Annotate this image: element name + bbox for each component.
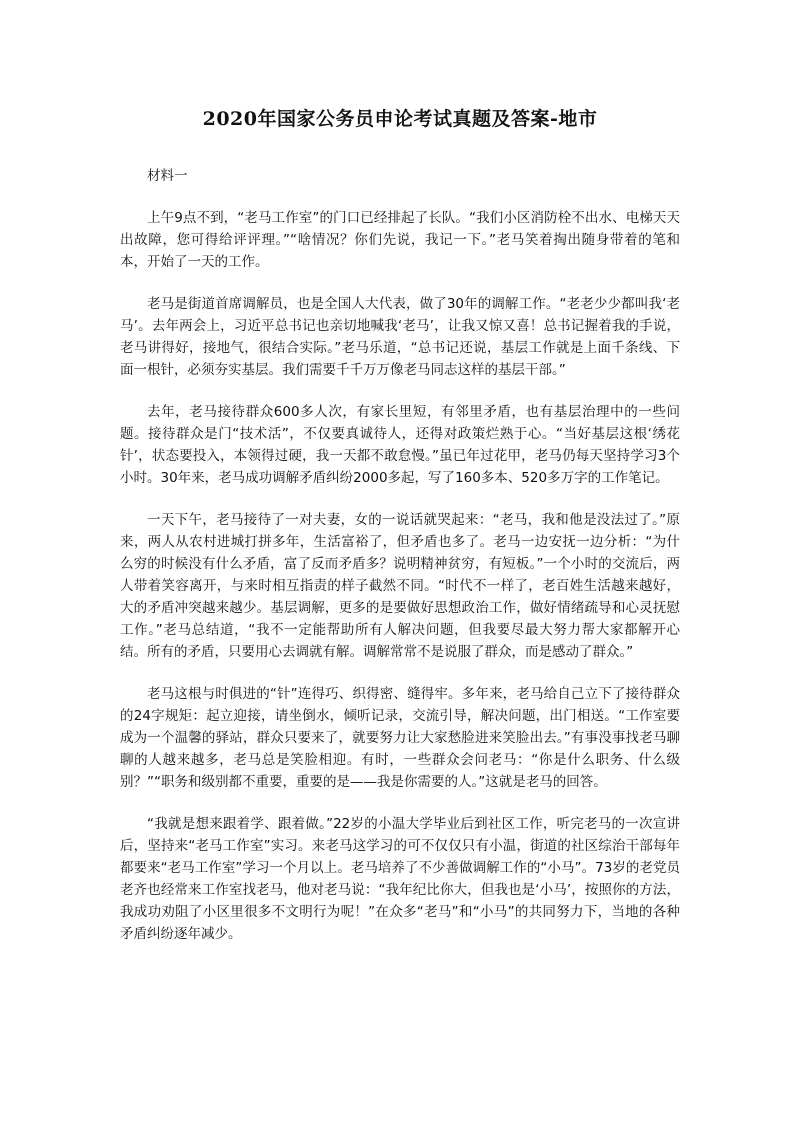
paragraph: 去年，老马接待群众600多人次，有家长里短，有邻里矛盾，也有基层治理中的一些问题。接待群众是门“技术活”，不仅要真诚待人，还得对政策烂熟于心。“当好基层这根‘绣花针’，状态要投入，本领得过硬，我一天都不敢怠慢。”虽已年过花甲，老马仍每天坚持学习3个小时。30年来，老马成功调解矛盾纠纷2000多起，写了160多本、520多万字的工作笔记。 [120,404,680,486]
document-title: 2020年国家公务员申论考试真题及答案-地市 [202,108,598,130]
paragraph: 老马是街道首席调解员，也是全国人大代表，做了30年的调解工作。“老老少少都叫我‘老马’。去年两会上，习近平总书记也亲切地喊我‘老马’，让我又惊又喜！总书记握着我的手说，老马讲得好，接地气，很结合实际。”老马乐道，“总书记还说，基层工作就是上面千条线、下面一根针，必须夯实基层。我们需要千千万万像老马同志这样的基层干部。” [120,296,680,378]
paragraph: 上午9点不到，“老马工作室”的门口已经排起了长队。“我们小区消防栓不出水、电梯天天出故障，您可得给评评理。”“啥情况？你们先说，我记一下。”老马笑着掏出随身带着的笔和本，开始了一天的工作。 [120,210,680,270]
section-label: 材料一 [147,168,188,184]
paragraph: 一天下午，老马接待了一对夫妻，女的一说话就哭起来：“老马，我和他是没法过了。”原来，两人从农村进城打拼多年，生活富裕了，但矛盾也多了。老马一边安抚一边分析：“为什么穷的时候没有什么矛盾，富了反而矛盾多？说明精神贫穷，有短板。”一个小时的交流后，两人带着笑容离开，与来时相互指责的样子截然不同。“时代不一样了，老百姓生活越来越好，大的矛盾冲突越来越少。基层调解，更多的是要做好思想政治工作，做好情绪疏导和心灵抚慰工作。”老马总结道，“我不一定能帮助所有人解决问题，但我要尽最大努力帮大家都解开心结。所有的矛盾，只要用心去调就有解。调解常常不是说服了群众，而是感动了群众。” [120,512,680,660]
document-page [120,104,680,965]
paragraph: 老马这根与时俱进的“针”连得巧、织得密、缝得牢。多年来，老马给自己立下了接待群众的24字规矩：起立迎接，请坐倒水，倾听记录，交流引导，解决问题，出门相送。“工作室要成为一个温馨的驿站，群众只要来了，就要努力让大家愁脸进来笑脸出去。”有事没事找老马聊聊的人越来越多，老马总是笑脸相迎。有时，一些群众会问老马：“你是什么职务、什么级别？”“职务和级别都不重要，重要的是——我是你需要的人。”这就是老马的回答。 [120,686,680,790]
paragraph: “我就是想来跟着学、跟着做。”22岁的小温大学毕业后到社区工作，听完老马的一次宣讲后，坚持来“老马工作室”实习。来老马这学习的可不仅仅只有小温，街道的社区综治干部每年都要来“老马工作室”学习一个月以上。老马培养了不少善做调解工作的“小马”。73岁的老党员老齐也经常来工作室找老马，他对老马说：“我年纪比你大，但我也是‘小马’，按照你的方法，我成功劝阻了小区里很多不文明行为呢！”在众多“老马”和“小马”的共同努力下，当地的各种矛盾纠纷逐年减少。 [120,816,680,942]
